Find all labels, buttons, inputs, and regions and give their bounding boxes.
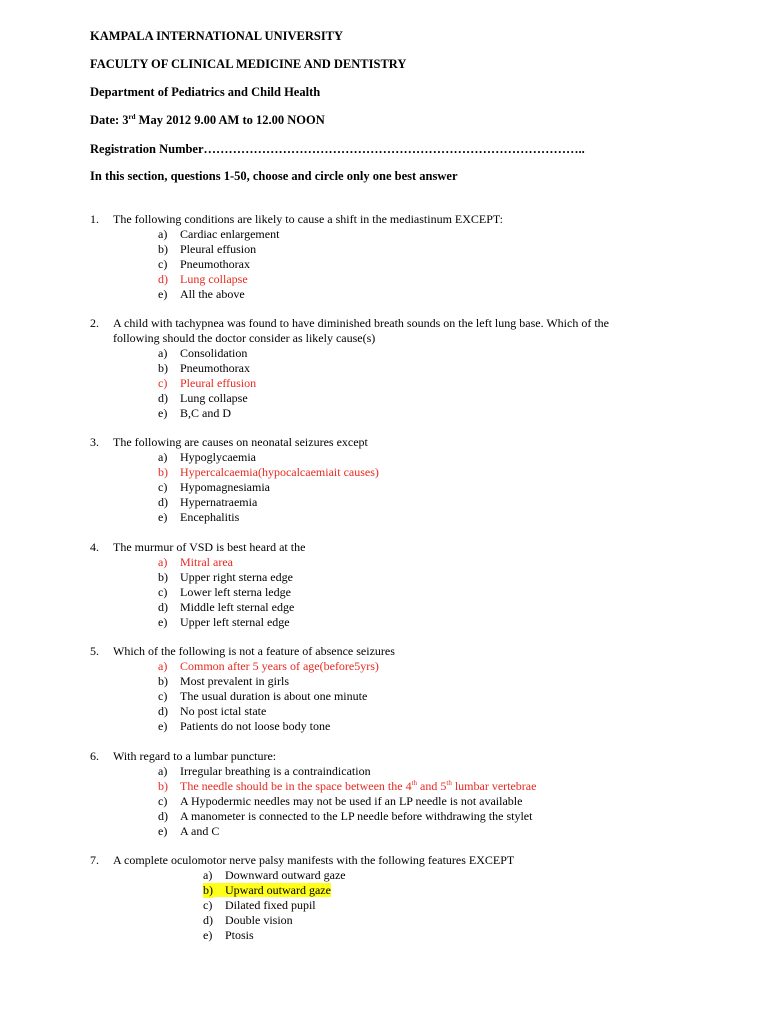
option-b-answer: b) Upward outward gaze [203, 883, 331, 897]
option-a-answer: a) Common after 5 years of age(before5yrs) [158, 659, 379, 673]
option-c-answer: c) Pleural effusion [158, 376, 257, 390]
option-b: b) Upper right sterna edge [158, 570, 293, 584]
question-6 [90, 749, 650, 839]
option-a: a) Irregular breathing is a contraindication [158, 764, 371, 778]
question-text: With regard to a lumbar puncture: [113, 749, 277, 763]
option-e: e) B,C and D [158, 406, 231, 420]
exam-date [90, 113, 325, 128]
option-d: d) Middle left sternal edge [158, 600, 295, 614]
option-b: b) Most prevalent in girls [158, 674, 289, 688]
option-e: e) All the above [158, 287, 245, 301]
option-a: a) Consolidation [158, 346, 248, 360]
option-a: a) Cardiac enlargement [158, 227, 280, 241]
option-d: d) Lung collapse [158, 391, 248, 405]
option-c: c) A Hypodermic needles may not be used if an LP needle is not available [158, 794, 523, 808]
question-text: The following conditions are likely to cause a shift in the mediastinum EXCEPT: [113, 212, 503, 226]
option-d: d) Hypernatraemia [158, 495, 258, 509]
option-a: a) Hypoglycaemia [158, 450, 256, 464]
question-2 [90, 316, 650, 421]
question-number: 3. [90, 435, 99, 449]
date-superscript: rd [128, 112, 136, 121]
option-b-answer: b) The needle should be in the space between the 4th and 5th lumbar vertebrae [158, 779, 537, 793]
question-number: 7. [90, 853, 99, 867]
question-4 [90, 540, 650, 630]
date-prefix: Date: 3 [90, 113, 129, 127]
department-title: Department of Pediatrics and Child Health [90, 85, 321, 99]
question-text: A complete oculomotor nerve palsy manifests with the following features EXCEPT [113, 853, 515, 867]
option-c: c) Pneumothorax [158, 257, 250, 271]
option-c: c) Dilated fixed pupil [203, 898, 316, 912]
question-5 [90, 644, 650, 734]
option-e: e) Patients do not loose body tone [158, 719, 331, 733]
option-c: c) Hypomagnesiamia [158, 480, 270, 494]
option-b-answer: b) Hypercalcaemia(hypocalcaemiait causes) [158, 465, 379, 479]
option-c: c) Lower left sterna ledge [158, 585, 291, 599]
question-text: Which of the following is not a feature of absence seizures [113, 644, 395, 658]
option-d-answer: d) Lung collapse [158, 272, 248, 286]
date-suffix: May 2012 9.00 AM to 12.00 NOON [135, 113, 325, 127]
instructions: In this section, questions 1-50, choose and circle only one best answer [90, 169, 458, 183]
option-e: e) A and C [158, 824, 220, 838]
option-a: a) Downward outward gaze [203, 868, 346, 882]
option-b: b) Pneumothorax [158, 361, 250, 375]
question-1 [90, 212, 650, 302]
option-a-answer: a) Mitral area [158, 555, 233, 569]
option-e: e) Encephalitis [158, 510, 240, 524]
question-3 [90, 435, 650, 525]
question-7 [90, 853, 650, 943]
faculty-title: FACULTY OF CLINICAL MEDICINE AND DENTISTRY [90, 57, 407, 71]
option-c: c) The usual duration is about one minute [158, 689, 368, 703]
question-number: 2. [90, 316, 99, 330]
option-d: d) Double vision [203, 913, 293, 927]
university-title: KAMPALA INTERNATIONAL UNIVERSITY [90, 29, 344, 43]
option-e: e) Ptosis [203, 928, 254, 942]
option-b: b) Pleural effusion [158, 242, 257, 256]
question-number: 6. [90, 749, 99, 763]
option-d: d) No post ictal state [158, 704, 267, 718]
question-number: 4. [90, 540, 99, 554]
option-e: e) Upper left sternal edge [158, 615, 290, 629]
question-text: The following are causes on neonatal seizures except [113, 435, 368, 449]
question-number: 5. [90, 644, 99, 658]
registration-number-line: Registration Number……………………………………………………………………………….. [90, 142, 585, 156]
option-d: d) A manometer is connected to the LP needle before withdrawing the stylet [158, 809, 533, 823]
question-number: 1. [90, 212, 99, 226]
question-text: The murmur of VSD is best heard at the [113, 540, 306, 554]
question-text: A child with tachypnea was found to have diminished breath sounds on the left lung base. Which of the following should the doctor consider as likely cause(s) [113, 316, 610, 345]
